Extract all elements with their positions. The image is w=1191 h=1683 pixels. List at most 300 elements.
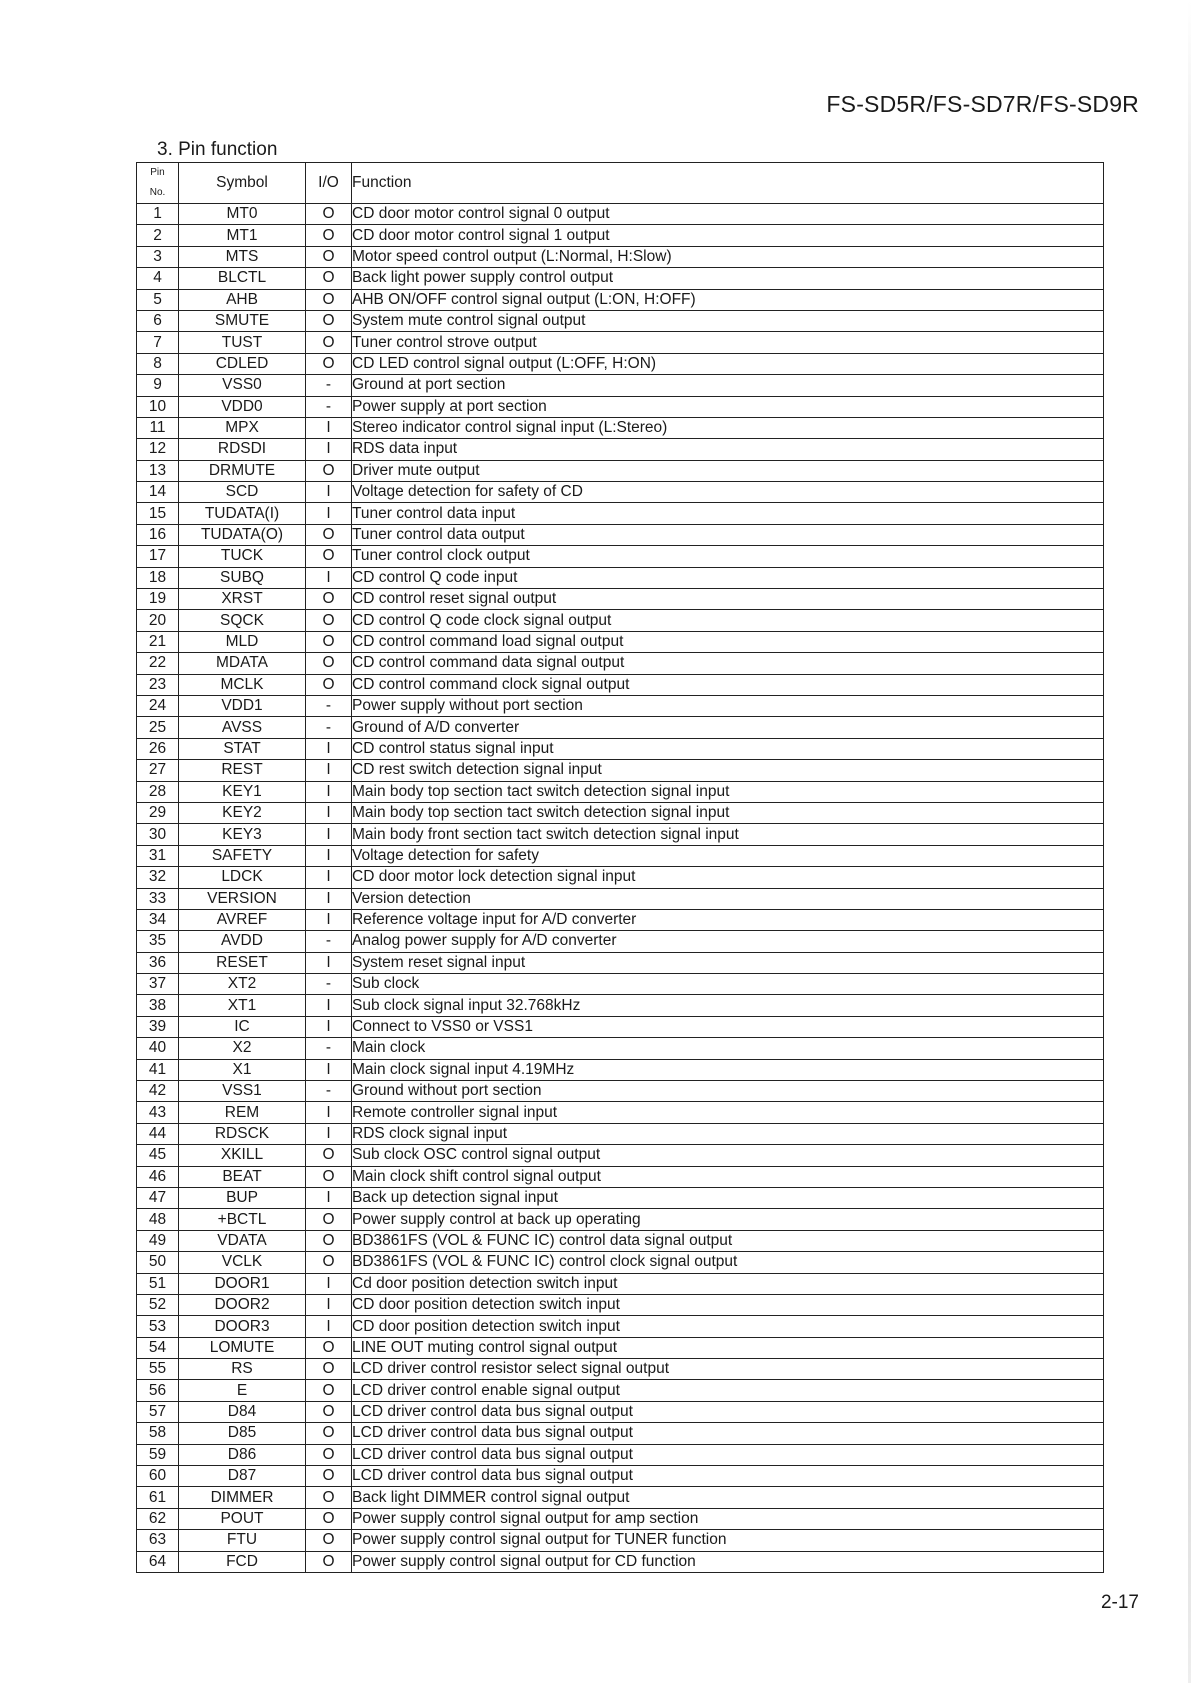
- table-row: [137, 824, 1104, 845]
- pin-number-cell: 4: [137, 268, 179, 289]
- symbol-cell: POUT: [179, 1508, 306, 1529]
- symbol-cell: VDD0: [179, 396, 306, 417]
- symbol-cell: SCD: [179, 482, 306, 503]
- pin-number-cell: 27: [137, 760, 179, 781]
- function-cell: Main clock: [352, 1038, 1104, 1059]
- io-cell: O: [306, 1166, 352, 1187]
- table-row: [137, 1123, 1104, 1144]
- function-cell: Remote controller signal input: [352, 1102, 1104, 1123]
- io-cell: -: [306, 695, 352, 716]
- symbol-cell: D87: [179, 1466, 306, 1487]
- io-cell: I: [306, 760, 352, 781]
- pin-number-cell: 31: [137, 845, 179, 866]
- symbol-cell: KEY1: [179, 781, 306, 802]
- io-cell: I: [306, 802, 352, 823]
- header-pin-no-line2: No.: [149, 187, 166, 198]
- io-cell: I: [306, 781, 352, 802]
- pin-number-cell: 15: [137, 503, 179, 524]
- symbol-cell: X1: [179, 1059, 306, 1080]
- table-row: [137, 1401, 1104, 1422]
- pin-number-cell: 32: [137, 867, 179, 888]
- table-row: [137, 995, 1104, 1016]
- pin-number-cell: 43: [137, 1102, 179, 1123]
- symbol-cell: D85: [179, 1423, 306, 1444]
- function-cell: LCD driver control data bus signal output: [352, 1444, 1104, 1465]
- symbol-cell: DOOR2: [179, 1294, 306, 1315]
- pin-number-cell: 28: [137, 781, 179, 802]
- symbol-cell: KEY3: [179, 824, 306, 845]
- pin-number-cell: 17: [137, 546, 179, 567]
- symbol-cell: TUST: [179, 332, 306, 353]
- function-cell: Reference voltage input for A/D converter: [352, 909, 1104, 930]
- symbol-cell: XRST: [179, 589, 306, 610]
- io-cell: O: [306, 1252, 352, 1273]
- pin-number-cell: 37: [137, 974, 179, 995]
- table-row: [137, 781, 1104, 802]
- pin-number-cell: 36: [137, 952, 179, 973]
- function-cell: Tuner control strove output: [352, 332, 1104, 353]
- function-cell: CD control status signal input: [352, 738, 1104, 759]
- io-cell: I: [306, 503, 352, 524]
- io-cell: O: [306, 589, 352, 610]
- io-cell: O: [306, 310, 352, 331]
- table-row: [137, 1145, 1104, 1166]
- header-pin-no: [137, 163, 179, 204]
- pin-number-cell: 57: [137, 1401, 179, 1422]
- io-cell: -: [306, 931, 352, 952]
- pin-number-cell: 34: [137, 909, 179, 930]
- function-cell: Power supply without port section: [352, 695, 1104, 716]
- section-title: 3. Pin function: [157, 139, 278, 160]
- table-row: [137, 909, 1104, 930]
- io-cell: I: [306, 738, 352, 759]
- pin-number-cell: 29: [137, 802, 179, 823]
- io-cell: O: [306, 268, 352, 289]
- function-cell: LCD driver control data bus signal output: [352, 1401, 1104, 1422]
- table-row: [137, 396, 1104, 417]
- io-cell: O: [306, 1508, 352, 1529]
- table-row: [137, 1316, 1104, 1337]
- symbol-cell: +BCTL: [179, 1209, 306, 1230]
- function-cell: Main body top section tact switch detection signal input: [352, 781, 1104, 802]
- table-row: [137, 653, 1104, 674]
- function-cell: Stereo indicator control signal input (L:Stereo): [352, 417, 1104, 438]
- function-cell: Motor speed control output (L:Normal, H:Slow): [352, 246, 1104, 267]
- function-cell: CD control command data signal output: [352, 653, 1104, 674]
- io-cell: O: [306, 332, 352, 353]
- function-cell: Main body front section tact switch detection signal input: [352, 824, 1104, 845]
- symbol-cell: VERSION: [179, 888, 306, 909]
- function-cell: Power supply control at back up operating: [352, 1209, 1104, 1230]
- io-cell: I: [306, 909, 352, 930]
- symbol-cell: D86: [179, 1444, 306, 1465]
- symbol-cell: REM: [179, 1102, 306, 1123]
- table-row: [137, 1294, 1104, 1315]
- symbol-cell: E: [179, 1380, 306, 1401]
- io-cell: I: [306, 1016, 352, 1037]
- symbol-cell: BLCTL: [179, 268, 306, 289]
- pin-number-cell: 5: [137, 289, 179, 310]
- pin-number-cell: 55: [137, 1359, 179, 1380]
- pin-number-cell: 46: [137, 1166, 179, 1187]
- symbol-cell: DOOR3: [179, 1316, 306, 1337]
- function-cell: CD control command load signal output: [352, 631, 1104, 652]
- table-row: [137, 931, 1104, 952]
- io-cell: I: [306, 1102, 352, 1123]
- header-function: Function: [352, 163, 1104, 204]
- symbol-cell: MPX: [179, 417, 306, 438]
- io-cell: O: [306, 1466, 352, 1487]
- table-row: [137, 524, 1104, 545]
- symbol-cell: RESET: [179, 952, 306, 973]
- io-cell: O: [306, 674, 352, 695]
- function-cell: System reset signal input: [352, 952, 1104, 973]
- symbol-cell: DIMMER: [179, 1487, 306, 1508]
- pin-number-cell: 44: [137, 1123, 179, 1144]
- symbol-cell: SAFETY: [179, 845, 306, 866]
- io-cell: O: [306, 1209, 352, 1230]
- pin-number-cell: 23: [137, 674, 179, 695]
- table-row: [137, 268, 1104, 289]
- function-cell: Analog power supply for A/D converter: [352, 931, 1104, 952]
- io-cell: I: [306, 952, 352, 973]
- function-cell: Ground at port section: [352, 375, 1104, 396]
- pin-number-cell: 48: [137, 1209, 179, 1230]
- io-cell: O: [306, 1444, 352, 1465]
- function-cell: CD control Q code clock signal output: [352, 610, 1104, 631]
- pin-number-cell: 52: [137, 1294, 179, 1315]
- table-header: [137, 163, 1104, 204]
- symbol-cell: VSS1: [179, 1081, 306, 1102]
- function-cell: CD door motor lock detection signal input: [352, 867, 1104, 888]
- table-row: [137, 1359, 1104, 1380]
- pin-number-cell: 58: [137, 1423, 179, 1444]
- header-pin-no-line1: Pin: [150, 167, 165, 178]
- io-cell: I: [306, 845, 352, 866]
- function-cell: LCD driver control resistor select signal output: [352, 1359, 1104, 1380]
- table-row: [137, 888, 1104, 909]
- symbol-cell: XT1: [179, 995, 306, 1016]
- table-row: [137, 482, 1104, 503]
- table-row: [137, 1059, 1104, 1080]
- table-row: [137, 952, 1104, 973]
- symbol-cell: BEAT: [179, 1166, 306, 1187]
- symbol-cell: D84: [179, 1401, 306, 1422]
- table-row: [137, 310, 1104, 331]
- pin-number-cell: 60: [137, 1466, 179, 1487]
- io-cell: O: [306, 1337, 352, 1358]
- symbol-cell: TUCK: [179, 546, 306, 567]
- table-row: [137, 1508, 1104, 1529]
- pin-number-cell: 47: [137, 1187, 179, 1208]
- function-cell: RDS clock signal input: [352, 1123, 1104, 1144]
- pin-number-cell: 22: [137, 653, 179, 674]
- function-cell: Voltage detection for safety: [352, 845, 1104, 866]
- table-row: [137, 1551, 1104, 1572]
- symbol-cell: DRMUTE: [179, 460, 306, 481]
- io-cell: -: [306, 1038, 352, 1059]
- symbol-cell: MDATA: [179, 653, 306, 674]
- symbol-cell: STAT: [179, 738, 306, 759]
- table-row: [137, 1252, 1104, 1273]
- function-cell: LCD driver control enable signal output: [352, 1380, 1104, 1401]
- function-cell: Back light power supply control output: [352, 268, 1104, 289]
- pin-number-cell: 42: [137, 1081, 179, 1102]
- symbol-cell: FTU: [179, 1530, 306, 1551]
- table-row: [137, 695, 1104, 716]
- function-cell: Ground of A/D converter: [352, 717, 1104, 738]
- io-cell: O: [306, 610, 352, 631]
- pin-number-cell: 14: [137, 482, 179, 503]
- pin-number-cell: 30: [137, 824, 179, 845]
- function-cell: Power supply at port section: [352, 396, 1104, 417]
- pin-number-cell: 33: [137, 888, 179, 909]
- table-row: [137, 332, 1104, 353]
- io-cell: O: [306, 1487, 352, 1508]
- function-cell: Ground without port section: [352, 1081, 1104, 1102]
- pin-number-cell: 40: [137, 1038, 179, 1059]
- function-cell: CD door motor control signal 1 output: [352, 225, 1104, 246]
- pin-number-cell: 45: [137, 1145, 179, 1166]
- page-number: 2-17: [1100, 1592, 1139, 1613]
- function-cell: CD door position detection switch input: [352, 1316, 1104, 1337]
- symbol-cell: SQCK: [179, 610, 306, 631]
- pin-number-cell: 41: [137, 1059, 179, 1080]
- symbol-cell: CDLED: [179, 353, 306, 374]
- function-cell: System mute control signal output: [352, 310, 1104, 331]
- io-cell: -: [306, 1081, 352, 1102]
- table-row: [137, 845, 1104, 866]
- symbol-cell: SMUTE: [179, 310, 306, 331]
- pin-number-cell: 50: [137, 1252, 179, 1273]
- pin-number-cell: 3: [137, 246, 179, 267]
- pin-number-cell: 9: [137, 375, 179, 396]
- pin-number-cell: 8: [137, 353, 179, 374]
- pin-number-cell: 49: [137, 1230, 179, 1251]
- function-cell: Driver mute output: [352, 460, 1104, 481]
- symbol-cell: MCLK: [179, 674, 306, 695]
- io-cell: I: [306, 1294, 352, 1315]
- function-cell: Version detection: [352, 888, 1104, 909]
- function-cell: BD3861FS (VOL & FUNC IC) control clock signal output: [352, 1252, 1104, 1273]
- io-cell: -: [306, 396, 352, 417]
- table-row: [137, 546, 1104, 567]
- function-cell: Back light DIMMER control signal output: [352, 1487, 1104, 1508]
- symbol-cell: MT1: [179, 225, 306, 246]
- function-cell: Tuner control clock output: [352, 546, 1104, 567]
- symbol-cell: AVSS: [179, 717, 306, 738]
- io-cell: O: [306, 1359, 352, 1380]
- table-row: [137, 417, 1104, 438]
- table-row: [137, 674, 1104, 695]
- io-cell: O: [306, 524, 352, 545]
- function-cell: CD door motor control signal 0 output: [352, 204, 1104, 225]
- function-cell: Connect to VSS0 or VSS1: [352, 1016, 1104, 1037]
- table-row: [137, 717, 1104, 738]
- function-cell: CD door position detection switch input: [352, 1294, 1104, 1315]
- function-cell: Cd door position detection switch input: [352, 1273, 1104, 1294]
- table-row: [137, 503, 1104, 524]
- function-cell: AHB ON/OFF control signal output (L:ON, H:OFF): [352, 289, 1104, 310]
- io-cell: I: [306, 1316, 352, 1337]
- symbol-cell: XKILL: [179, 1145, 306, 1166]
- function-cell: Power supply control signal output for TUNER function: [352, 1530, 1104, 1551]
- pin-number-cell: 11: [137, 417, 179, 438]
- io-cell: O: [306, 289, 352, 310]
- io-cell: I: [306, 867, 352, 888]
- table-row: [137, 1530, 1104, 1551]
- io-cell: I: [306, 995, 352, 1016]
- pin-number-cell: 56: [137, 1380, 179, 1401]
- symbol-cell: MLD: [179, 631, 306, 652]
- io-cell: O: [306, 460, 352, 481]
- table-row: [137, 1444, 1104, 1465]
- symbol-cell: AVDD: [179, 931, 306, 952]
- io-cell: I: [306, 888, 352, 909]
- function-cell: LCD driver control data bus signal output: [352, 1466, 1104, 1487]
- function-cell: CD control Q code input: [352, 567, 1104, 588]
- symbol-cell: BUP: [179, 1187, 306, 1208]
- pin-number-cell: 16: [137, 524, 179, 545]
- symbol-cell: AHB: [179, 289, 306, 310]
- pin-number-cell: 13: [137, 460, 179, 481]
- io-cell: O: [306, 1423, 352, 1444]
- table-row: [137, 1380, 1104, 1401]
- table-row: [137, 1016, 1104, 1037]
- function-cell: Back up detection signal input: [352, 1187, 1104, 1208]
- symbol-cell: VDATA: [179, 1230, 306, 1251]
- table-row: [137, 867, 1104, 888]
- function-cell: Power supply control signal output for CD function: [352, 1551, 1104, 1572]
- symbol-cell: LDCK: [179, 867, 306, 888]
- pin-number-cell: 61: [137, 1487, 179, 1508]
- io-cell: I: [306, 824, 352, 845]
- io-cell: I: [306, 417, 352, 438]
- io-cell: O: [306, 653, 352, 674]
- symbol-cell: VDD1: [179, 695, 306, 716]
- io-cell: I: [306, 1187, 352, 1208]
- function-cell: Sub clock signal input 32.768kHz: [352, 995, 1104, 1016]
- table-row: [137, 1487, 1104, 1508]
- io-cell: -: [306, 717, 352, 738]
- pin-number-cell: 63: [137, 1530, 179, 1551]
- table-row: [137, 1102, 1104, 1123]
- table-row: [137, 289, 1104, 310]
- symbol-cell: REST: [179, 760, 306, 781]
- symbol-cell: VSS0: [179, 375, 306, 396]
- io-cell: O: [306, 1401, 352, 1422]
- table-row: [137, 439, 1104, 460]
- pin-number-cell: 24: [137, 695, 179, 716]
- io-cell: O: [306, 631, 352, 652]
- function-cell: Tuner control data input: [352, 503, 1104, 524]
- table-row: [137, 567, 1104, 588]
- table-row: [137, 1038, 1104, 1059]
- pin-number-cell: 20: [137, 610, 179, 631]
- function-cell: Tuner control data output: [352, 524, 1104, 545]
- table-row: [137, 204, 1104, 225]
- io-cell: O: [306, 546, 352, 567]
- io-cell: I: [306, 482, 352, 503]
- function-cell: CD control reset signal output: [352, 589, 1104, 610]
- io-cell: O: [306, 246, 352, 267]
- io-cell: O: [306, 353, 352, 374]
- pin-number-cell: 25: [137, 717, 179, 738]
- pin-number-cell: 7: [137, 332, 179, 353]
- io-cell: O: [306, 225, 352, 246]
- pin-number-cell: 19: [137, 589, 179, 610]
- io-cell: O: [306, 1530, 352, 1551]
- pin-number-cell: 59: [137, 1444, 179, 1465]
- pin-number-cell: 35: [137, 931, 179, 952]
- io-cell: O: [306, 1551, 352, 1572]
- pin-number-cell: 39: [137, 1016, 179, 1037]
- header-symbol: Symbol: [179, 163, 306, 204]
- symbol-cell: MTS: [179, 246, 306, 267]
- function-cell: RDS data input: [352, 439, 1104, 460]
- function-cell: Main clock signal input 4.19MHz: [352, 1059, 1104, 1080]
- io-cell: I: [306, 1059, 352, 1080]
- pin-number-cell: 53: [137, 1316, 179, 1337]
- symbol-cell: MT0: [179, 204, 306, 225]
- symbol-cell: TUDATA(I): [179, 503, 306, 524]
- pin-number-cell: 1: [137, 204, 179, 225]
- pin-number-cell: 10: [137, 396, 179, 417]
- pin-number-cell: 12: [137, 439, 179, 460]
- table-body: [137, 204, 1104, 1573]
- table-row: [137, 375, 1104, 396]
- symbol-cell: X2: [179, 1038, 306, 1059]
- model-header: FS-SD5R/FS-SD7R/FS-SD9R: [826, 91, 1139, 117]
- function-cell: CD control command clock signal output: [352, 674, 1104, 695]
- symbol-cell: RDSDI: [179, 439, 306, 460]
- table-row: [137, 225, 1104, 246]
- io-cell: O: [306, 1145, 352, 1166]
- header-io: I/O: [306, 163, 352, 204]
- table-row: [137, 246, 1104, 267]
- table-row: [137, 802, 1104, 823]
- pin-number-cell: 51: [137, 1273, 179, 1294]
- symbol-cell: LOMUTE: [179, 1337, 306, 1358]
- pin-number-cell: 54: [137, 1337, 179, 1358]
- table-row: [137, 631, 1104, 652]
- function-cell: LINE OUT muting control signal output: [352, 1337, 1104, 1358]
- io-cell: I: [306, 1123, 352, 1144]
- function-cell: CD LED control signal output (L:OFF, H:ON): [352, 353, 1104, 374]
- table-row: [137, 1273, 1104, 1294]
- function-cell: Power supply control signal output for amp section: [352, 1508, 1104, 1529]
- pin-function-table: [136, 162, 1104, 1573]
- pin-number-cell: 18: [137, 567, 179, 588]
- io-cell: -: [306, 375, 352, 396]
- table-row: [137, 353, 1104, 374]
- io-cell: O: [306, 204, 352, 225]
- function-cell: BD3861FS (VOL & FUNC IC) control data signal output: [352, 1230, 1104, 1251]
- symbol-cell: SUBQ: [179, 567, 306, 588]
- table-row: [137, 1423, 1104, 1444]
- symbol-cell: FCD: [179, 1551, 306, 1572]
- function-cell: Sub clock OSC control signal output: [352, 1145, 1104, 1166]
- table-row: [137, 760, 1104, 781]
- io-cell: I: [306, 439, 352, 460]
- function-cell: Voltage detection for safety of CD: [352, 482, 1104, 503]
- io-cell: I: [306, 1273, 352, 1294]
- symbol-cell: KEY2: [179, 802, 306, 823]
- table-row: [137, 460, 1104, 481]
- table-row: [137, 974, 1104, 995]
- table-row: [137, 610, 1104, 631]
- pin-number-cell: 26: [137, 738, 179, 759]
